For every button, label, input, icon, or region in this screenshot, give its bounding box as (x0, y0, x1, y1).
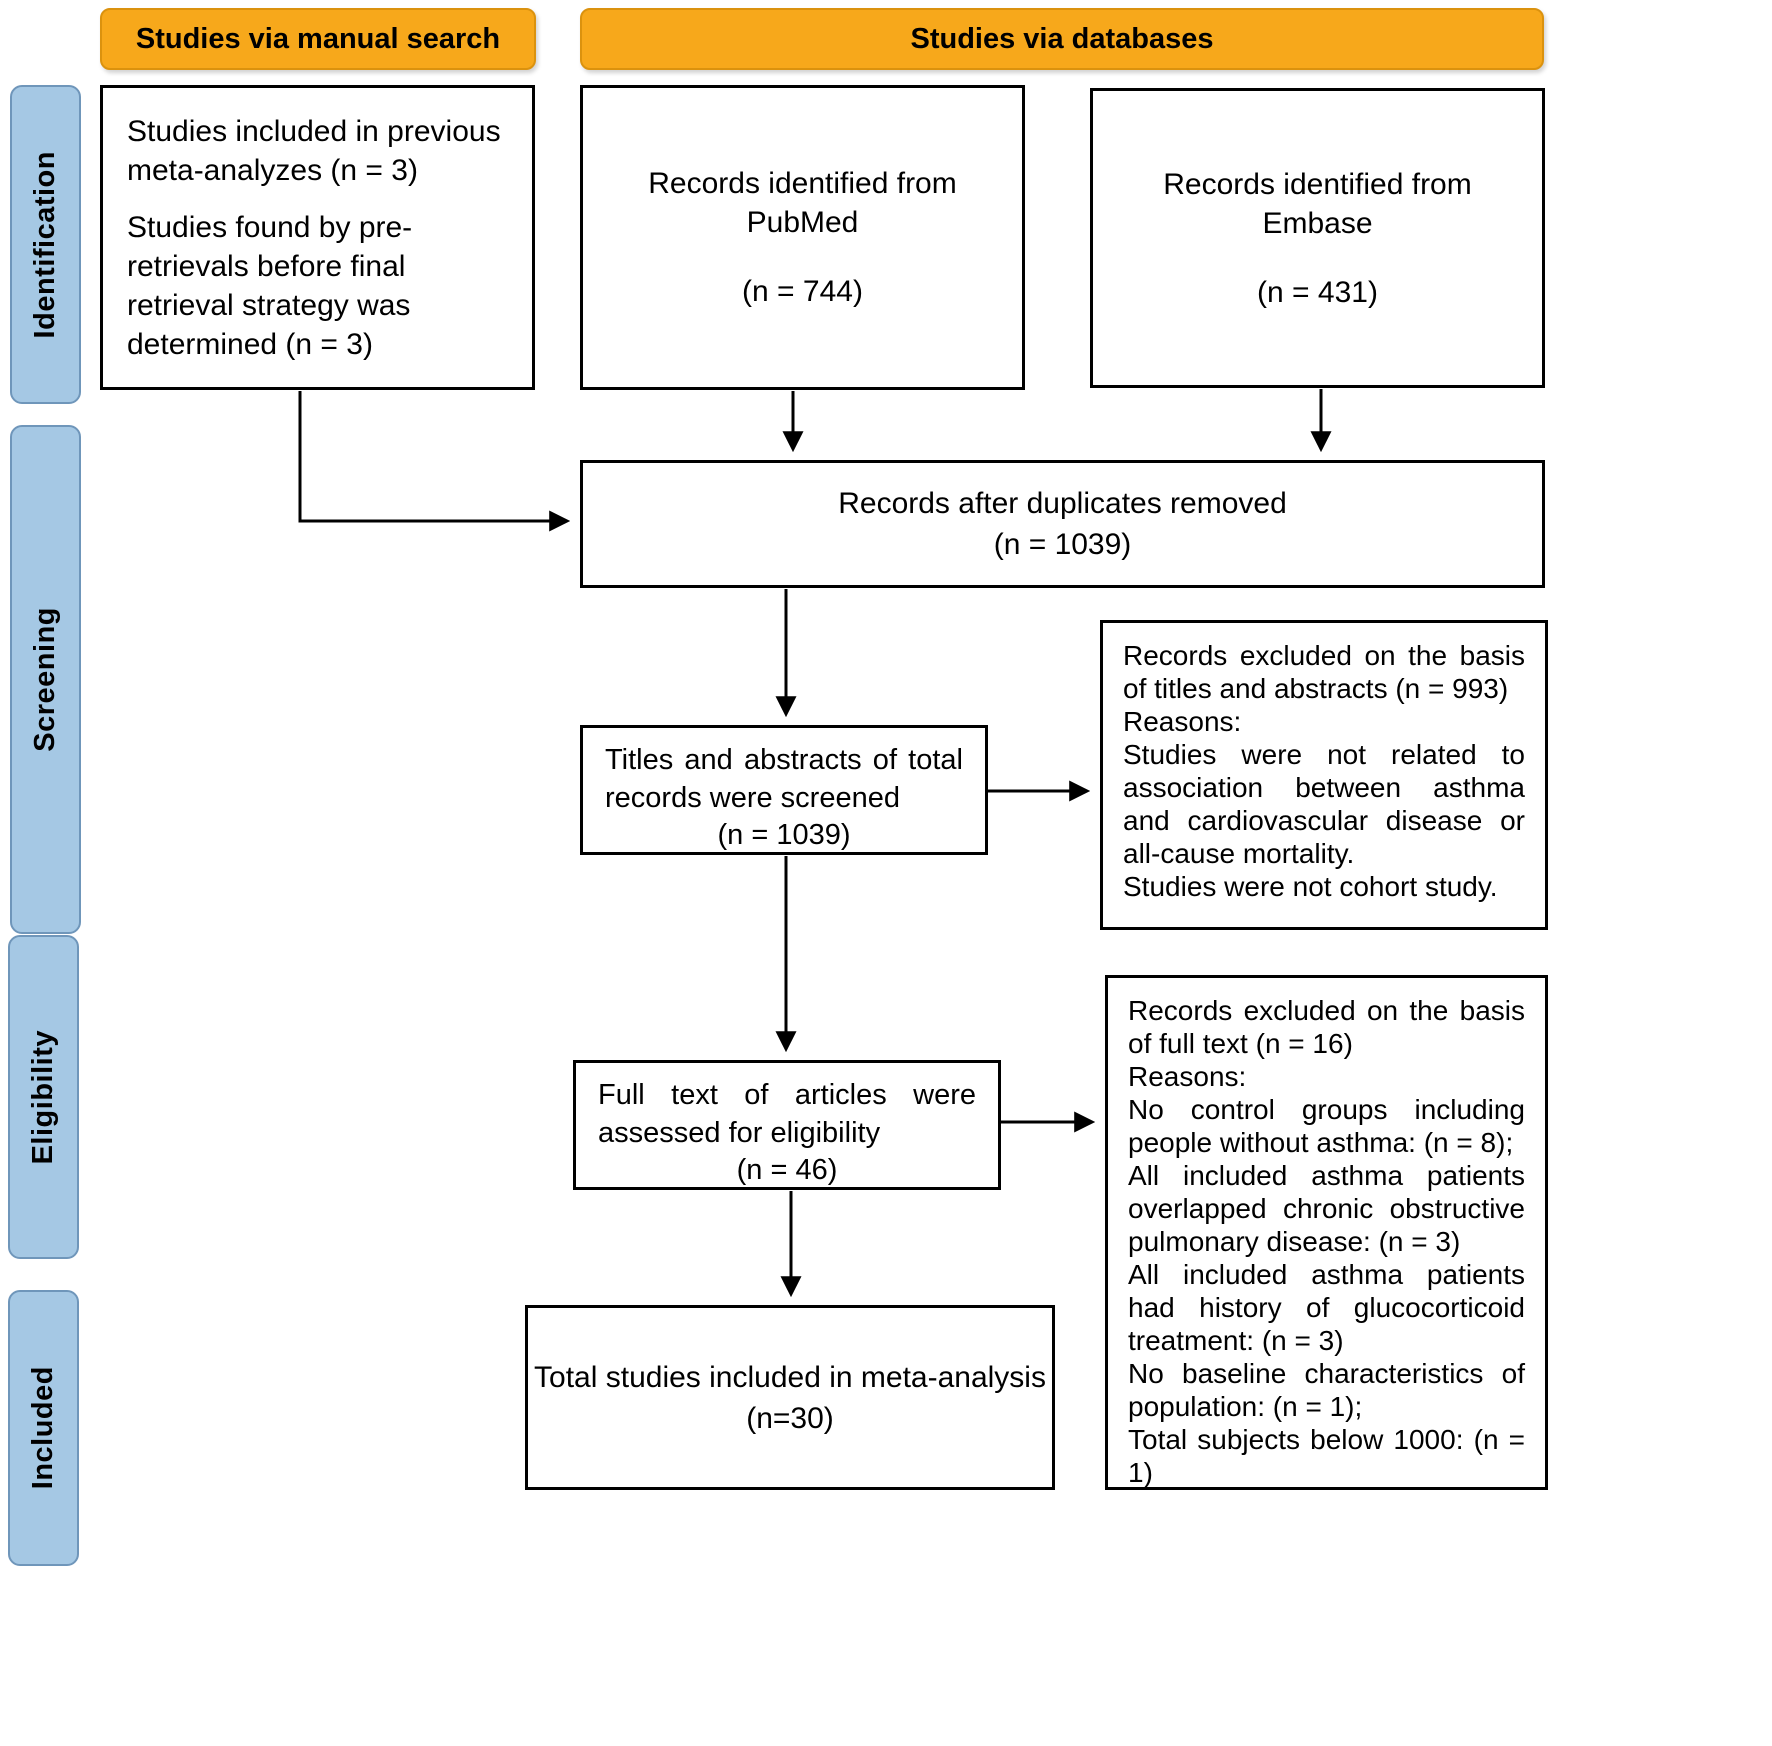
box-total-included (525, 1305, 1055, 1490)
pubmed-count: (n = 744) (742, 275, 863, 308)
box-full-text-assessed (573, 1060, 1001, 1190)
stage-identification-text: Identification (29, 150, 61, 339)
manual-search-paragraph-2: Studies found by pre-retrievals before final retrieval strategy was determined (n = 3) (127, 210, 413, 361)
excluded-abstracts-line: Studies were not related to association between asthma and cardiovascular disease or all-cause mortality. (1123, 739, 1525, 870)
stage-label-screening (10, 425, 81, 934)
pubmed-title: Records identified from PubMed (648, 167, 957, 239)
header-databases-label: Studies via databases (910, 22, 1214, 55)
header-manual-search-label: Studies via manual search (135, 22, 501, 55)
excluded-abstracts-line: Studies were not cohort study. (1123, 871, 1498, 903)
screen-title: Titles and abstracts of total records were screened (605, 744, 963, 814)
arrow-manual-to-dedup (300, 391, 566, 521)
excluded-fulltext-line: Reasons: (1128, 1061, 1247, 1093)
excluded-abstracts-line: Records excluded on the basis of titles and abstracts (n = 993) (1123, 640, 1525, 705)
box-excluded-full-text (1105, 975, 1548, 1490)
dedup-title: Records after duplicates removed (838, 487, 1287, 520)
box-titles-abstracts-screened (580, 725, 988, 855)
stage-label-eligibility (8, 935, 79, 1259)
stage-eligibility-text: Eligibility (27, 1029, 59, 1165)
header-manual-search (100, 8, 536, 70)
excluded-abstracts-line: Reasons: (1123, 706, 1242, 738)
box-duplicates-removed (580, 460, 1545, 588)
embase-title: Records identified from Embase (1163, 167, 1472, 240)
included-count: (n=30) (746, 1401, 834, 1435)
excluded-fulltext-line: Records excluded on the basis of full text (n = 16) (1128, 995, 1525, 1060)
excluded-fulltext-line: No control groups including people without asthma: (n = 8); (1128, 1094, 1525, 1159)
screen-count: (n = 1039) (717, 819, 851, 852)
header-databases (580, 8, 1544, 70)
fulltext-title: Full text of articles were assessed for eligibility (598, 1079, 976, 1149)
stage-included-text: Included (27, 1366, 59, 1490)
excluded-fulltext-line: All included asthma patients had history of glucocorticoid treatment: (n = 3) (1128, 1259, 1525, 1357)
manual-search-paragraph-1: Studies included in previous meta-analyzes (n = 3) (127, 114, 501, 187)
box-embase-records (1090, 88, 1545, 388)
box-pubmed-records (580, 85, 1025, 390)
stage-screening-text: Screening (29, 607, 61, 752)
stage-label-identification (10, 85, 81, 404)
excluded-fulltext-line: No baseline characteristics of population: (n = 1); (1128, 1358, 1525, 1423)
excluded-fulltext-line: All included asthma patients overlapped chronic obstructive pulmonary disease: (n = 3) (1128, 1160, 1525, 1258)
dedup-count: (n = 1039) (993, 528, 1132, 561)
included-title: Total studies included in meta-analysis (534, 1360, 1046, 1394)
box-manual-search-records (100, 85, 535, 390)
stage-label-included (8, 1290, 79, 1566)
embase-count: (n = 431) (1257, 275, 1378, 309)
excluded-fulltext-line: Total subjects below 1000: (n = 1) (1128, 1424, 1525, 1489)
fulltext-count: (n = 46) (736, 1154, 838, 1187)
box-excluded-titles-abstracts (1100, 620, 1548, 930)
